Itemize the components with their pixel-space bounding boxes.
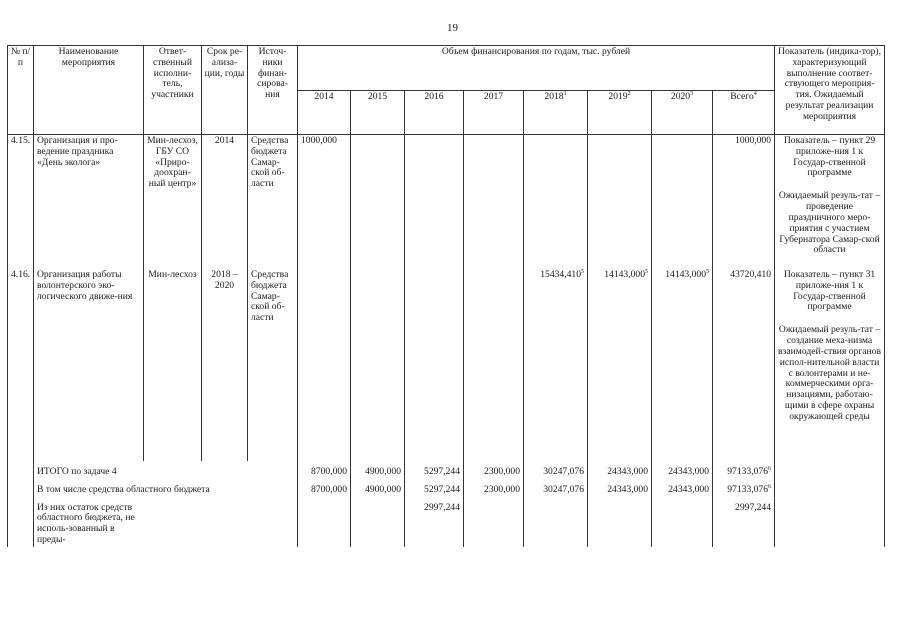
row-indicator (775, 135, 885, 270)
cell-2015: 4900,000 (351, 461, 405, 479)
table-row-total-task-4 (8, 461, 885, 479)
cell-2016: 2997,244 (405, 497, 464, 547)
cell-2016: 5297,244 (405, 479, 464, 497)
row-period: 2018 – 2020 (202, 269, 248, 461)
page-number: 19 (447, 22, 458, 34)
header-year-total: Всего$^4$ (713, 90, 775, 135)
cell-2018: 30247,076 (524, 479, 588, 497)
header-year-2019: 2019$^2$ (588, 90, 652, 135)
cell-2017 (464, 135, 524, 270)
cell-2019 (588, 497, 652, 547)
row-label: В том числе средства областного бюджета (34, 479, 298, 497)
cell-2015 (351, 135, 405, 270)
cell-2016: 5297,244 (405, 461, 464, 479)
result-text: Ожидаемый резуль-тат – проведение праздничного меро-приятия с участием Губернатора Самар-ской области (778, 190, 881, 256)
cell-2014 (298, 269, 351, 461)
cell-total: 97133,076$^6$ (713, 461, 775, 479)
indicator-text: Показатель – пункт 29 приложе-ния 1 к Государ-ственной программе (783, 135, 876, 179)
row-label: ИТОГО по задаче 4 (34, 461, 298, 479)
header-year-2016: 2016 (405, 90, 464, 135)
indicator-text: Показатель – пункт 31 приложе-ния 1 к Государ-ственной программе (783, 269, 876, 313)
header-year-2014: 2014 (298, 90, 351, 135)
table-row-4-16 (8, 269, 885, 461)
cell-2018: 15434,410$^5$ (524, 269, 588, 461)
row-name: Организация и про-ведение праздника «День эколога» (34, 135, 144, 270)
remainder-label: Из них остаток средств областного бюджета, не исполь-зованный в преды- (37, 501, 135, 546)
row-executor: Мин-лесхоз, ГБУ СО «Приро-доохран-ный центр» (144, 135, 202, 270)
cell-2017 (464, 269, 524, 461)
cell-total: 97133,076$^6$ (713, 479, 775, 497)
table-row-remainder (8, 497, 885, 547)
header-executor: Ответ-ственный исполни-тель, участники (144, 46, 202, 135)
cell-total: 1000,000 (713, 135, 775, 270)
cell-2014: 8700,000 (298, 479, 351, 497)
cell-total: 2997,244 (713, 497, 775, 547)
row-label (34, 497, 298, 547)
header-source: Источ-ники финан-сирова-ния (248, 46, 298, 135)
cell-2017 (464, 497, 524, 547)
row-executor: Мин-лесхоз (144, 269, 202, 461)
row-period: 2014 (202, 135, 248, 270)
cell-2017: 2300,000 (464, 479, 524, 497)
result-text: Ожидаемый резуль-тат – создание меха-низма взаимодей-ствия органов испол-нительной власти с волонтерами и не-коммерческими орга-низациями, работаю-щими в сфере охраны окружающей среды (778, 324, 881, 422)
cell-2014 (298, 497, 351, 547)
row-num: 4.15. (8, 135, 34, 270)
cell-2015 (351, 497, 405, 547)
cell-2016 (405, 269, 464, 461)
cell-2018 (524, 497, 588, 547)
cell-2019: 24343,000 (588, 461, 652, 479)
row-source: Средства бюджета Самар-ской об-ласти (248, 269, 298, 461)
header-year-2020: 2020$^3$ (652, 90, 713, 135)
header-name: Наименование мероприятия (34, 46, 144, 135)
table-row-regional-budget (8, 479, 885, 497)
header-period: Срок ре-ализа-ции, годы (202, 46, 248, 135)
cell-2020 (652, 135, 713, 270)
table-row-4-15 (8, 135, 885, 270)
cell-2016 (405, 135, 464, 270)
row-source: Средства бюджета Самар-ской об-ласти (248, 135, 298, 270)
cell-2015 (351, 269, 405, 461)
cell-2014: 8700,000 (298, 461, 351, 479)
cell-2017: 2300,000 (464, 461, 524, 479)
financing-table (7, 45, 885, 547)
header-num: № п/п (8, 46, 34, 135)
cell-2020: 24343,000 (652, 479, 713, 497)
cell-2014: 1000,000 (298, 135, 351, 270)
row-indicator (775, 269, 885, 461)
header-row (8, 46, 885, 91)
cell-total: 43720,410 (713, 269, 775, 461)
header-year-2018: 2018$^1$ (524, 90, 588, 135)
cell-2018 (524, 135, 588, 270)
header-financing: Объем финансирования по годам, тыс. рублей (298, 46, 775, 91)
header-indicator: Показатель (индика-тор), характеризующий выполнение соответ-ствующего мероприя-тия. Ожидаемый результат реализации мероприятия (775, 46, 885, 135)
row-name: Организация работы волонтерского эко-логического движе-ния (34, 269, 144, 461)
cell-2020: 24343,000 (652, 461, 713, 479)
header-year-2017: 2017 (464, 90, 524, 135)
cell-2020: 14143,000$^5$ (652, 269, 713, 461)
cell-2019 (588, 135, 652, 270)
cell-2019: 14143,000$^5$ (588, 269, 652, 461)
header-year-2015: 2015 (351, 90, 405, 135)
cell-2019: 24343,000 (588, 479, 652, 497)
row-num: 4.16. (8, 269, 34, 461)
cell-2020 (652, 497, 713, 547)
cell-2015: 4900,000 (351, 479, 405, 497)
cell-2018: 30247,076 (524, 461, 588, 479)
